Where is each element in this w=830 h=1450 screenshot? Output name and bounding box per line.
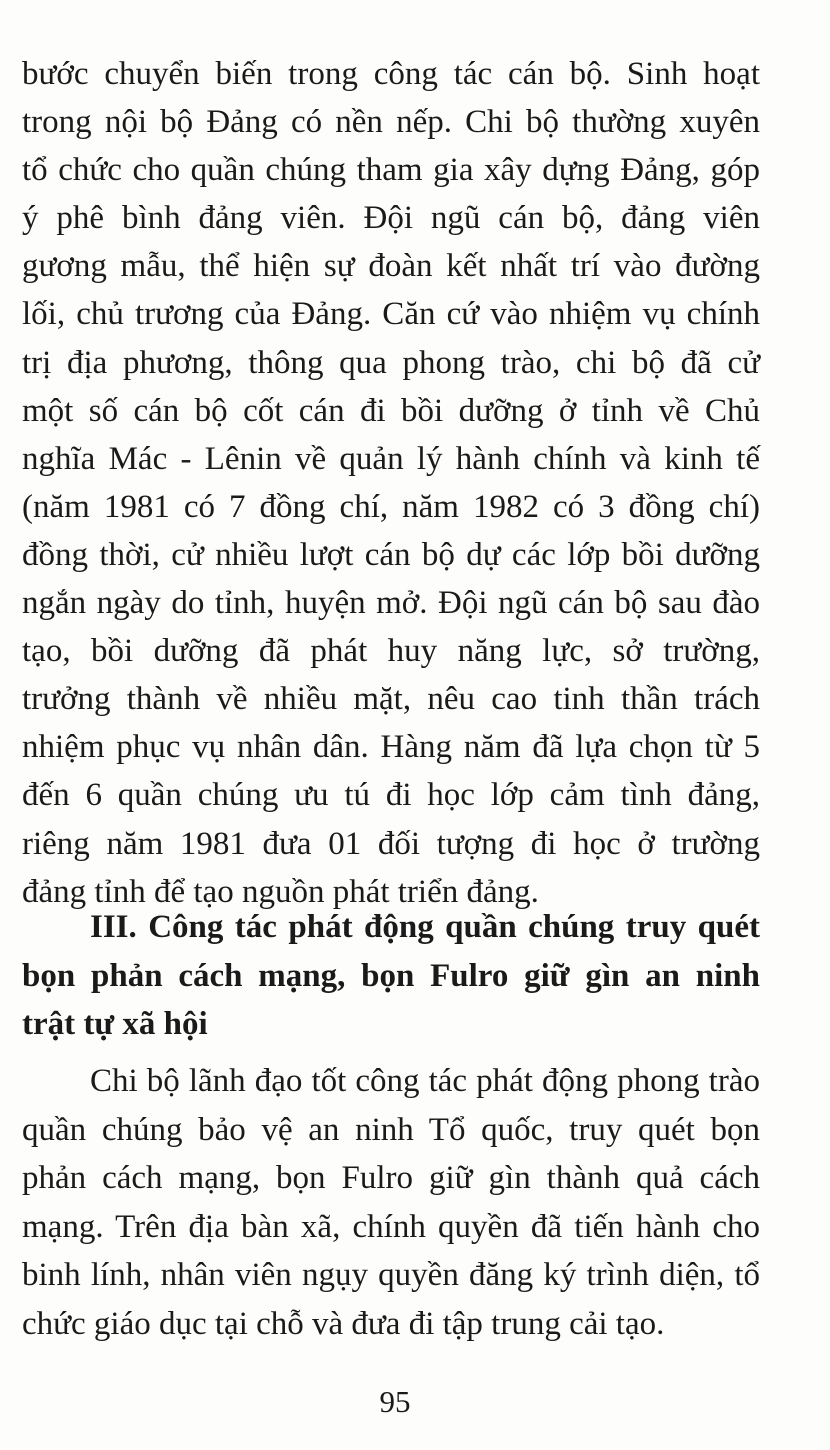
text-line: quần chúng bảo vệ an ninh Tổ quốc, truy quét bọn: [22, 1111, 760, 1148]
text-line: đồng thời, cử nhiều lượt cán bộ dự các lớp bồi dưỡng: [22, 536, 760, 573]
text-line: lối, chủ trương của Đảng. Căn cứ vào nhiệm vụ chính: [22, 296, 760, 333]
section-heading: [22, 903, 760, 1049]
text-line: riêng năm 1981 đưa 01 đối tượng đi học ở trường: [22, 825, 760, 862]
heading-line: III. Công tác phát động quần chúng truy quét: [90, 909, 760, 945]
text-line: trưởng thành về nhiều mặt, nêu cao tinh thần trách: [22, 681, 760, 718]
text-line: nhiệm phục vụ nhân dân. Hàng năm đã lựa chọn từ 5: [22, 729, 760, 766]
text-line: đến 6 quần chúng ưu tú đi học lớp cảm tình đảng,: [22, 777, 760, 814]
body-paragraph-1: [22, 50, 760, 916]
text-line: ngắn ngày do tỉnh, huyện mở. Đội ngũ cán bộ sau đào: [22, 585, 760, 622]
heading-line: trật tự xã hội: [22, 1006, 208, 1043]
text-line: binh lính, nhân viên ngụy quyền đăng ký trình diện, tổ: [22, 1257, 760, 1294]
text-line: phản cách mạng, bọn Fulro giữ gìn thành quả cách: [22, 1160, 760, 1197]
text-line: bước chuyển biến trong công tác cán bộ. Sinh hoạt: [22, 56, 760, 92]
text-line: trị địa phương, thông qua phong trào, chi bộ đã cử: [22, 344, 760, 381]
text-line: Chi bộ lãnh đạo tốt công tác phát động phong trào: [90, 1063, 760, 1099]
text-line: đảng tỉnh để tạo nguồn phát triển đảng.: [22, 873, 539, 910]
text-line: chức giáo dục tại chỗ và đưa đi tập trung cải tạo.: [22, 1305, 665, 1342]
text-line: (năm 1981 có 7 đồng chí, năm 1982 có 3 đồng chí): [22, 488, 760, 525]
text-line: nghĩa Mác - Lênin về quản lý hành chính và kinh tế: [22, 440, 760, 477]
body-paragraph-2: [22, 1057, 760, 1349]
text-line: trong nội bộ Đảng có nền nếp. Chi bộ thường xuyên: [22, 104, 760, 141]
page-number: 95: [379, 1384, 411, 1419]
text-line: gương mẫu, thể hiện sự đoàn kết nhất trí vào đường: [22, 248, 760, 285]
text-line: tổ chức cho quần chúng tham gia xây dựng Đảng, góp: [22, 152, 760, 189]
heading-line: bọn phản cách mạng, bọn Fulro giữ gìn an ninh: [22, 957, 760, 994]
text-line: ý phê bình đảng viên. Đội ngũ cán bộ, đảng viên: [22, 200, 760, 237]
text-line: mạng. Trên địa bàn xã, chính quyền đã tiến hành cho: [22, 1208, 760, 1245]
text-line: một số cán bộ cốt cán đi bồi dưỡng ở tỉnh về Chủ: [22, 392, 760, 429]
text-line: tạo, bồi dưỡng đã phát huy năng lực, sở trường,: [22, 633, 760, 670]
